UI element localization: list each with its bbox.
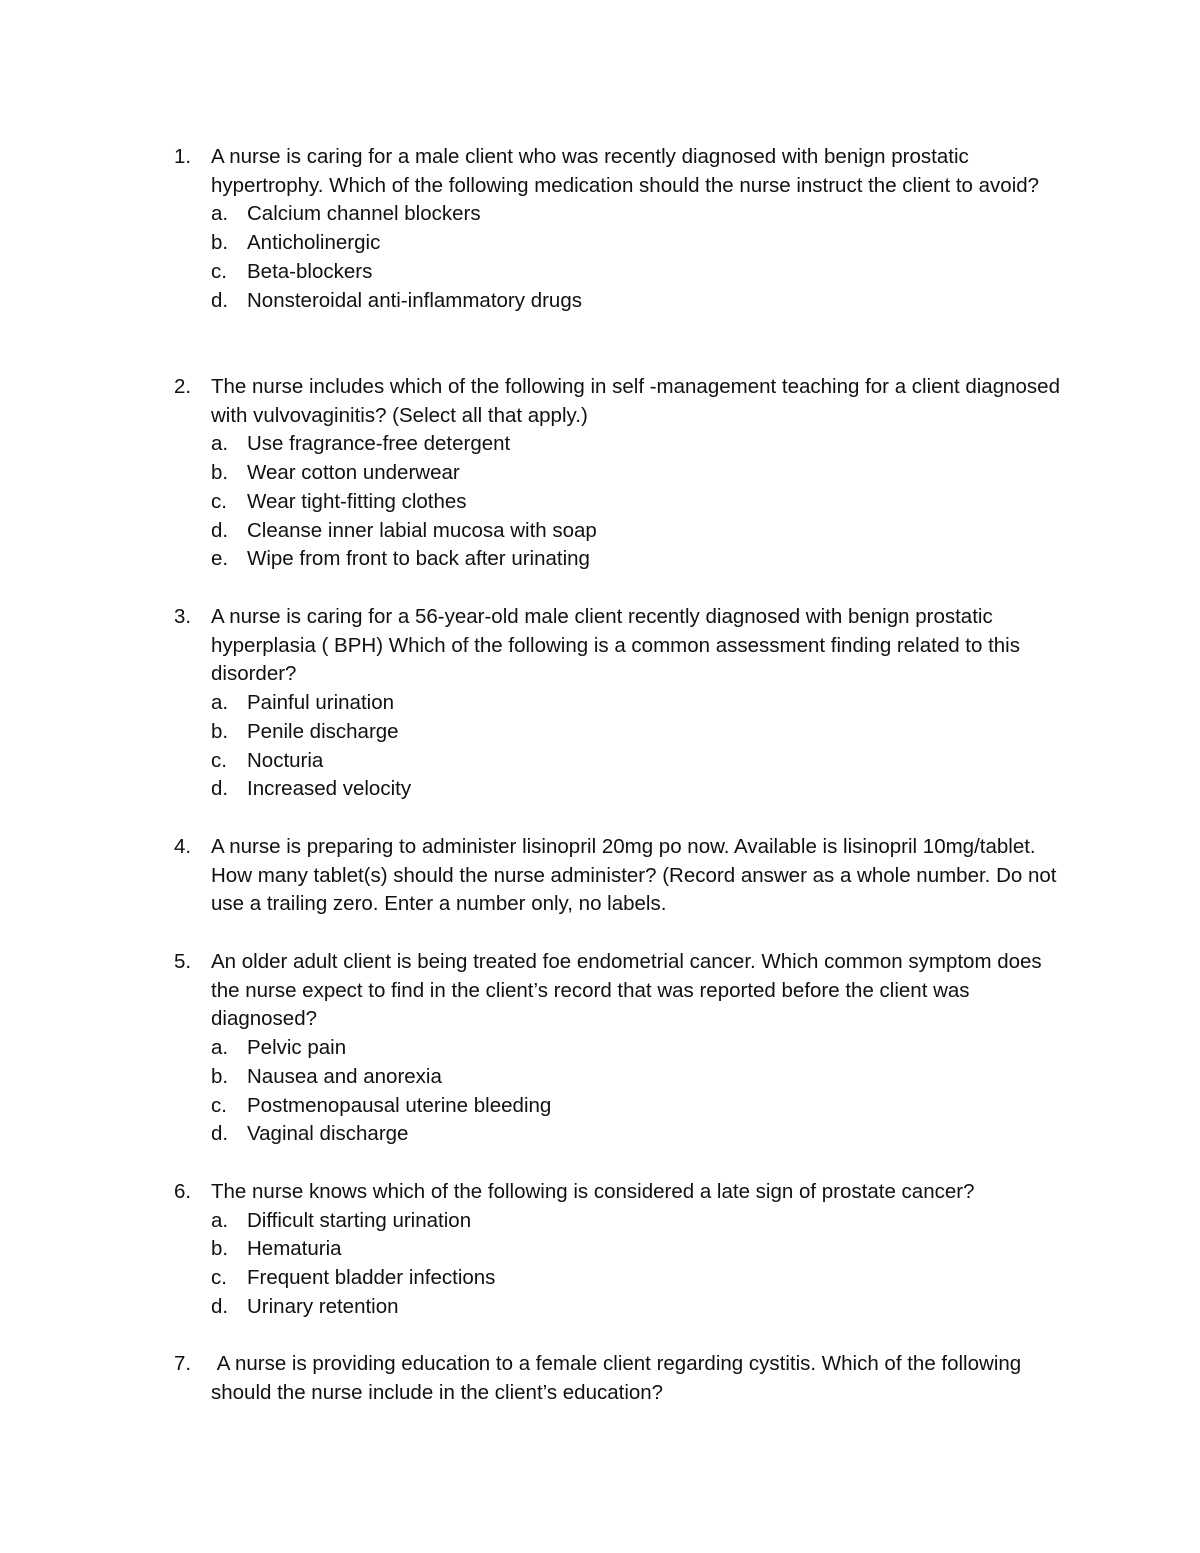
answer-choices — [174, 430, 1074, 574]
answer-choice — [174, 1034, 1074, 1063]
answer-choice — [174, 1207, 1074, 1236]
question-text: A nurse is preparing to administer lisinopril 20mg po now. Available is lisinopril 10mg/tablet. How many tablet(s) should the nurse administer? (Record answer as a whole number. Do not use a trailing zero. Enter a number only, no labels. — [211, 835, 1063, 916]
answer-choice — [174, 1063, 1074, 1092]
answer-choice — [174, 1120, 1074, 1149]
choice-text: Pelvic pain — [247, 1036, 347, 1060]
question-number: 3. — [174, 605, 192, 628]
answer-choice — [174, 1235, 1074, 1264]
choice-text: Use fragrance-free detergent — [247, 432, 511, 456]
choice-text: Anticholinergic — [247, 231, 381, 255]
answer-choices — [174, 200, 1074, 315]
choice-letter: e. — [211, 547, 229, 571]
choice-text: Wear cotton underwear — [247, 461, 460, 485]
answer-choice — [174, 200, 1074, 229]
answer-choices — [174, 1207, 1074, 1322]
choice-letter: c. — [211, 1266, 227, 1290]
answer-choice — [174, 258, 1074, 287]
question-text: An older adult client is being treated foe endometrial cancer. Which common symptom does the nurse expect to find in the client’s record that was reported before the client was diagnosed? — [211, 950, 1048, 1031]
choice-text: Nonsteroidal anti-inflammatory drugs — [247, 288, 582, 312]
question-3 — [174, 603, 1074, 804]
choice-text: Penile discharge — [247, 719, 399, 743]
answer-choice — [174, 517, 1074, 546]
question-7 — [174, 1350, 1074, 1407]
answer-choices — [174, 1034, 1074, 1149]
question-2 — [174, 373, 1074, 574]
question-number: 5. — [174, 950, 192, 973]
choice-letter: b. — [211, 231, 229, 255]
question-6 — [174, 1178, 1074, 1322]
choice-text: Urinary retention — [247, 1294, 399, 1318]
choice-letter: a. — [211, 1036, 229, 1060]
choice-text: Postmenopausal uterine bleeding — [247, 1093, 552, 1117]
choice-letter: d. — [211, 1122, 229, 1146]
choice-letter: b. — [211, 1237, 229, 1261]
choice-letter: c. — [211, 259, 227, 283]
answer-choice — [174, 689, 1074, 718]
answer-choice — [174, 488, 1074, 517]
answer-choice — [174, 430, 1074, 459]
question-number: 2. — [174, 375, 192, 398]
question-text: The nurse knows which of the following is considered a late sign of prostate cancer? — [211, 1180, 975, 1203]
choice-letter: b. — [211, 1064, 229, 1088]
question-number: 7. — [174, 1352, 192, 1375]
choice-letter: a. — [211, 1208, 229, 1232]
answer-choice — [174, 1092, 1074, 1121]
question-1 — [174, 143, 1074, 315]
answer-choice — [174, 287, 1074, 316]
choice-letter: a. — [211, 202, 229, 226]
choice-text: Painful urination — [247, 691, 395, 715]
question-text: A nurse is providing education to a female client regarding cystitis. Which of the following should the nurse include in the client’s education? — [211, 1352, 1027, 1404]
choice-letter: c. — [211, 489, 227, 513]
answer-choice — [174, 459, 1074, 488]
choice-text: Frequent bladder infections — [247, 1266, 496, 1290]
question-number: 4. — [174, 835, 192, 858]
choice-letter: a. — [211, 691, 229, 715]
choice-letter: d. — [211, 1294, 229, 1318]
question-4 — [174, 833, 1074, 919]
question-text: The nurse includes which of the following in self -management teaching for a client diagnosed with vulvovaginitis? (Select all that apply.) — [211, 375, 1066, 427]
choice-text: Beta-blockers — [247, 259, 373, 283]
choice-letter: d. — [211, 518, 229, 542]
choice-text: Vaginal discharge — [247, 1122, 409, 1146]
choice-text: Nocturia — [247, 748, 324, 772]
answer-choice — [174, 1293, 1074, 1322]
question-text: A nurse is caring for a male client who was recently diagnosed with benign prostatic hypertrophy. Which of the following medication should the nurse instruct the client to avoid? — [211, 145, 1040, 197]
choice-text: Hematuria — [247, 1237, 342, 1261]
answer-choice — [174, 229, 1074, 258]
answer-choice — [174, 1264, 1074, 1293]
answer-choice — [174, 747, 1074, 776]
question-number: 6. — [174, 1180, 192, 1203]
choice-text: Increased velocity — [247, 777, 412, 801]
choice-letter: a. — [211, 432, 229, 456]
choice-letter: b. — [211, 719, 229, 743]
choice-text: Difficult starting urination — [247, 1208, 472, 1232]
choice-letter: b. — [211, 461, 229, 485]
choice-text: Nausea and anorexia — [247, 1064, 442, 1088]
choice-text: Wear tight-fitting clothes — [247, 489, 467, 513]
choice-letter: c. — [211, 748, 227, 772]
answer-choice — [174, 545, 1074, 574]
question-5 — [174, 948, 1074, 1149]
choice-letter: d. — [211, 288, 229, 312]
question-text: A nurse is caring for a 56-year-old male client recently diagnosed with benign prostatic hyperplasia ( BPH) Which of the following is a common assessment finding related to this disorder? — [211, 605, 1026, 686]
choice-letter: c. — [211, 1093, 227, 1117]
answer-choices — [174, 689, 1074, 804]
choice-text: Wipe from front to back after urinating — [247, 547, 590, 571]
choice-text: Calcium channel blockers — [247, 202, 481, 226]
answer-choice — [174, 775, 1074, 804]
choice-text: Cleanse inner labial mucosa with soap — [247, 518, 597, 542]
answer-choice — [174, 718, 1074, 747]
choice-letter: d. — [211, 777, 229, 801]
question-number: 1. — [174, 145, 192, 168]
